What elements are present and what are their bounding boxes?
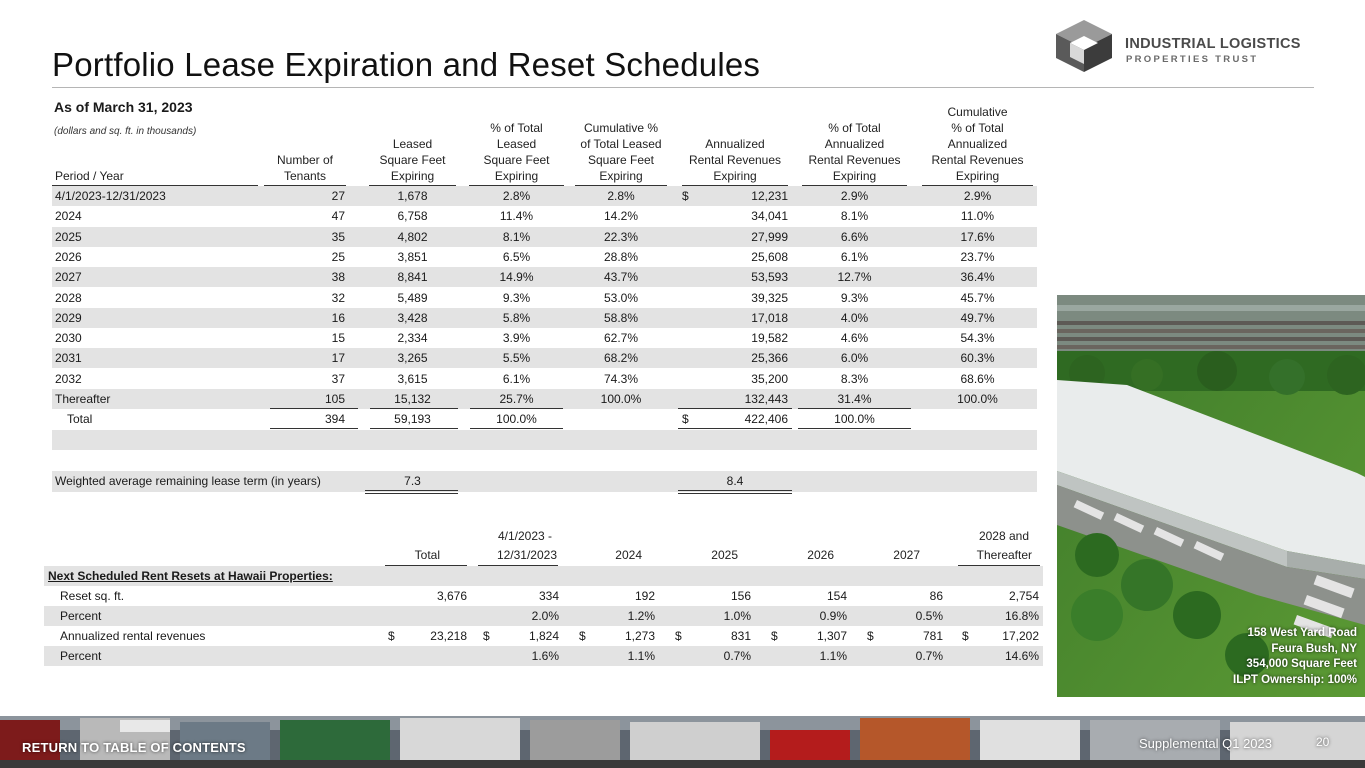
reset-header-2024: 2024	[615, 548, 642, 562]
cum-sqft-cell: 74.3%	[603, 371, 639, 386]
pct-sqft-cell: 100.0%	[496, 412, 537, 427]
reset-row-label: Percent	[60, 609, 102, 623]
lease-header-line: of Total Leased	[580, 137, 662, 151]
pct-sqft-cell: 6.5%	[502, 249, 531, 264]
lease-header-line: Cumulative	[947, 105, 1008, 119]
lease-header-line: Square Feet	[379, 153, 446, 167]
reset-header-2026: 2026	[807, 548, 834, 562]
lease-header-line: Square Feet	[483, 153, 550, 167]
lease-header-line: % of Total	[951, 121, 1004, 135]
sqft-cell: 3,265	[397, 351, 428, 366]
reset-value-cell: 1.1%	[819, 649, 847, 663]
weighted-average-label: Weighted average remaining lease term (in years)	[55, 474, 321, 488]
tenants-cell: 37	[331, 371, 345, 386]
lease-header-line: Expiring	[599, 169, 643, 183]
reset-header-2027: 2027	[893, 548, 920, 562]
reset-value-cell: 1,273	[624, 629, 655, 643]
reset-value-cell: 3,676	[436, 589, 467, 603]
reset-value-cell: 156	[730, 589, 751, 603]
reset-value-cell: 2,754	[1008, 589, 1039, 603]
company-logo	[1054, 18, 1324, 74]
period-cell: 4/1/2023-12/31/2023	[55, 189, 166, 203]
pct-rev-cell: 6.6%	[840, 229, 869, 244]
tenants-cell: 15	[331, 331, 345, 346]
pct-sqft-cell: 6.1%	[502, 371, 531, 386]
cum-rev-cell: 11.0%	[960, 209, 995, 224]
revenue-cell: 422,406	[744, 412, 788, 427]
pct-rev-cell: 9.3%	[840, 290, 869, 305]
photo-caption-ownership: ILPT Ownership: 100%	[1233, 673, 1357, 686]
weighted-average-sqft: 7.3	[404, 474, 421, 488]
pct-rev-cell: 2.9%	[840, 189, 869, 203]
pct-sqft-cell: 25.7%	[499, 392, 534, 406]
lease-header-line: Square Feet	[587, 153, 655, 167]
pct-rev-cell: 8.1%	[840, 209, 869, 224]
lease-header-revenue	[678, 136, 792, 184]
period-cell: 2031	[55, 351, 82, 366]
revenue-cell: 12,231	[751, 189, 788, 203]
table-row	[52, 389, 1037, 409]
revenue-cell: 39,325	[751, 290, 788, 305]
table-row	[52, 227, 1037, 247]
reset-value-cell: 192	[634, 589, 655, 603]
lease-header-line: Annualized	[824, 137, 885, 151]
pct-sqft-cell: 3.9%	[502, 331, 531, 346]
reset-header-2023-line2: 12/31/2023	[496, 548, 557, 562]
period-cell: 2028	[55, 290, 82, 305]
reset-value-cell: 14.6%	[1004, 649, 1039, 663]
dollar-sign: $	[867, 629, 874, 643]
sqft-cell: 2,334	[397, 331, 428, 346]
tenants-cell: 35	[331, 229, 345, 244]
reset-value-cell: 1.1%	[627, 649, 655, 663]
period-cell: 2027	[55, 270, 82, 285]
reset-row-label: Reset sq. ft.	[60, 589, 125, 603]
total-label: Total	[67, 412, 93, 427]
weighted-average-double-underline	[365, 490, 458, 494]
reset-table-row	[44, 646, 1043, 666]
reset-header-2023-line1: 4/1/2023 -	[497, 529, 552, 543]
lease-header-line: Number of	[276, 153, 334, 167]
cum-sqft-cell: 58.8%	[603, 310, 639, 325]
cum-rev-cell: 36.4%	[960, 270, 995, 285]
table-row	[52, 288, 1037, 308]
photo-caption-address: 158 West Yard Road	[1247, 627, 1357, 639]
tenants-cell: 27	[331, 189, 345, 203]
cum-sqft-cell: 62.7%	[603, 331, 639, 346]
dollar-sign: $	[483, 629, 490, 643]
reset-header-2028-line2: Thereafter	[976, 548, 1032, 562]
period-cell: Thereafter	[55, 392, 111, 406]
reset-row-label: Annualized rental revenues	[60, 629, 206, 643]
reset-value-cell: 2.0%	[531, 609, 559, 623]
lease-header-line: Expiring	[955, 169, 1000, 183]
table-row	[52, 328, 1037, 348]
weighted-average-row	[52, 471, 1037, 492]
sqft-cell: 8,841	[397, 270, 428, 285]
period-cell: 2024	[55, 209, 82, 224]
pct-rev-cell: 4.0%	[840, 310, 869, 325]
reset-value-cell: 86	[929, 589, 943, 603]
property-photo	[1057, 295, 1365, 697]
weighted-average-revenue: 8.4	[726, 474, 744, 488]
sqft-cell: 3,428	[397, 310, 428, 325]
lease-header-line: Rental Revenues	[931, 153, 1024, 167]
cum-rev-cell: 54.3%	[960, 331, 995, 346]
pct-rev-cell: 8.3%	[840, 371, 869, 386]
reset-value-cell: 334	[538, 589, 559, 603]
page-title: Portfolio Lease Expiration and Reset Schedules	[52, 46, 761, 83]
tenants-cell: 105	[324, 392, 345, 406]
pct-sqft-cell: 14.9%	[499, 270, 534, 285]
dollar-sign: $	[771, 629, 778, 643]
lease-header-line: Tenants	[283, 169, 327, 183]
reset-header-2025: 2025	[711, 548, 738, 562]
sqft-cell: 59,193	[394, 412, 431, 427]
lease-header-line: % of Total	[490, 121, 543, 135]
lease-header-line: Rental Revenues	[808, 153, 901, 167]
lease-header-pct-sqft	[465, 120, 568, 184]
pct-sqft-cell: 5.5%	[502, 351, 531, 366]
tenants-cell: 17	[331, 351, 345, 366]
revenue-cell: 25,608	[751, 249, 788, 264]
pct-rev-cell: 12.7%	[837, 270, 872, 285]
reset-value-cell: 781	[922, 629, 943, 643]
table-row	[52, 186, 1037, 206]
reset-value-cell: 1,307	[816, 629, 847, 643]
table-row	[52, 267, 1037, 287]
lease-header-cum-rev	[918, 104, 1037, 184]
dollar-sign: $	[388, 629, 395, 643]
reset-value-cell: 154	[826, 589, 847, 603]
supplemental-label: Supplemental Q1 2023	[1139, 736, 1272, 751]
pct-rev-cell: 100.0%	[834, 412, 875, 427]
tenants-cell: 38	[331, 270, 345, 285]
lease-header-pct-rev	[798, 120, 911, 184]
reset-value-cell: 0.9%	[819, 609, 847, 623]
period-cell: 2032	[55, 371, 82, 386]
cum-sqft-cell: 22.3%	[603, 229, 639, 244]
revenue-cell: 27,999	[751, 229, 788, 244]
dollar-sign: $	[579, 629, 586, 643]
dollar-sign: $	[682, 189, 689, 203]
sqft-cell: 1,678	[397, 189, 428, 203]
cum-sqft-cell: 53.0%	[603, 290, 639, 305]
sqft-cell: 5,489	[397, 290, 428, 305]
lease-header-line: Leased	[392, 137, 433, 151]
sqft-cell: 3,851	[397, 249, 428, 264]
cum-rev-cell: 2.9%	[963, 189, 992, 203]
photo-caption	[1233, 626, 1357, 688]
sqft-cell: 15,132	[394, 392, 431, 406]
pct-rev-cell: 31.4%	[837, 392, 872, 406]
pct-sqft-cell: 9.3%	[502, 290, 531, 305]
logo-cube-icon	[1054, 18, 1114, 74]
pct-rev-cell: 4.6%	[840, 331, 869, 346]
lease-header-line: Annualized	[947, 137, 1008, 151]
tenants-cell: 47	[331, 209, 345, 224]
return-to-toc-link[interactable]: RETURN TO TABLE OF CONTENTS	[22, 740, 246, 755]
sqft-cell: 3,615	[397, 371, 428, 386]
reset-value-cell: 0.7%	[915, 649, 943, 663]
sqft-cell: 6,758	[397, 209, 428, 224]
photo-caption-city: Feura Bush, NY	[1271, 642, 1357, 655]
cum-rev-cell: 45.7%	[960, 290, 995, 305]
tenants-cell: 25	[331, 249, 345, 264]
reset-value-cell: 23,218	[430, 629, 467, 643]
cum-sqft-cell: 68.2%	[603, 351, 639, 366]
lease-header-line: Expiring	[832, 169, 877, 183]
dollar-sign: $	[682, 412, 689, 427]
lease-header-tenants	[260, 152, 350, 184]
table-row	[52, 348, 1037, 368]
reset-value-cell: 0.5%	[915, 609, 943, 623]
cum-rev-cell: 17.6%	[960, 229, 995, 244]
lease-header-sqft	[365, 136, 460, 184]
dollar-sign: $	[962, 629, 969, 643]
logo-name-line1: INDUSTRIAL LOGISTICS	[1125, 36, 1301, 52]
table-row	[52, 308, 1037, 328]
page-number: 20	[1316, 735, 1330, 749]
as-of-date: As of March 31, 2023	[54, 99, 193, 115]
reset-section-row	[44, 566, 1043, 586]
revenue-cell: 35,200	[751, 371, 788, 386]
total-row	[52, 409, 1037, 429]
sqft-cell: 4,802	[397, 229, 428, 244]
period-cell: 2029	[55, 310, 82, 325]
lease-header-line: Expiring	[713, 169, 757, 183]
reset-value-cell: 1.0%	[723, 609, 751, 623]
lease-header-line: Expiring	[390, 169, 435, 183]
lease-header-line: Leased	[496, 137, 537, 151]
cum-rev-cell: 68.6%	[960, 371, 995, 386]
lease-header-line: Annualized	[705, 137, 765, 151]
dollar-sign: $	[675, 629, 682, 643]
pct-rev-cell: 6.1%	[840, 249, 869, 264]
footer-banner	[0, 716, 1365, 768]
cum-rev-cell: 49.7%	[960, 310, 995, 325]
lease-header-period: Period / Year	[55, 169, 124, 183]
cum-sqft-cell: 100.0%	[600, 392, 642, 406]
reset-table-row	[44, 586, 1043, 606]
period-cell: 2025	[55, 229, 82, 244]
tenants-cell: 394	[324, 412, 345, 427]
reset-value-cell: 17,202	[1002, 629, 1039, 643]
reset-value-cell: 1,824	[528, 629, 559, 643]
reset-value-cell: 16.8%	[1004, 609, 1039, 623]
revenue-cell: 19,582	[751, 331, 788, 346]
pct-rev-cell: 6.0%	[840, 351, 869, 366]
period-cell: 2030	[55, 331, 82, 346]
photo-caption-size: 354,000 Square Feet	[1246, 658, 1357, 670]
reset-value-cell: 0.7%	[723, 649, 751, 663]
tenants-cell: 16	[331, 310, 345, 325]
revenue-cell: 132,443	[744, 392, 788, 406]
pct-sqft-cell: 11.4%	[499, 209, 534, 224]
revenue-cell: 17,018	[751, 310, 788, 325]
lease-header-line: Cumulative %	[583, 121, 659, 135]
revenue-cell: 34,041	[751, 209, 788, 224]
tenants-cell: 32	[331, 290, 345, 305]
table-row	[52, 247, 1037, 267]
pct-sqft-cell: 2.8%	[502, 189, 531, 203]
cum-sqft-cell: 28.8%	[603, 249, 639, 264]
cum-sqft-cell: 43.7%	[603, 270, 639, 285]
table-row	[52, 206, 1037, 226]
table-row	[52, 369, 1037, 389]
reset-value-cell: 1.2%	[627, 609, 655, 623]
weighted-average-double-underline	[678, 490, 792, 494]
reset-row-label: Percent	[60, 649, 102, 663]
cum-rev-cell: 100.0%	[957, 392, 998, 406]
reset-header-total: Total	[414, 548, 440, 562]
period-cell: 2026	[55, 249, 82, 264]
reset-section-label: Next Scheduled Rent Resets at Hawaii Properties:	[48, 569, 333, 583]
lease-header-line: Expiring	[494, 169, 539, 183]
revenue-cell: 25,366	[751, 351, 788, 366]
revenue-cell: 53,593	[751, 270, 788, 285]
units-note: (dollars and sq. ft. in thousands)	[54, 126, 197, 137]
reset-table-row	[44, 626, 1043, 646]
lease-header-cum-sqft	[571, 120, 671, 184]
lease-header-line: Rental Revenues	[688, 153, 782, 167]
logo-name-line2: PROPERTIES TRUST	[1126, 54, 1259, 65]
cum-sqft-cell: 2.8%	[607, 189, 635, 203]
reset-header-2028-line1: 2028 and	[978, 529, 1029, 543]
reset-value-cell: 1.6%	[531, 649, 559, 663]
pct-sqft-cell: 8.1%	[502, 229, 531, 244]
spacer-row	[52, 430, 1037, 450]
reset-value-cell: 831	[730, 629, 751, 643]
reset-table-row	[44, 606, 1043, 626]
title-divider	[52, 87, 1314, 88]
pct-sqft-cell: 5.8%	[502, 310, 531, 325]
cum-sqft-cell: 14.2%	[603, 209, 639, 224]
lease-header-line: % of Total	[828, 121, 881, 135]
cum-rev-cell: 60.3%	[960, 351, 995, 366]
cum-rev-cell: 23.7%	[960, 249, 995, 264]
